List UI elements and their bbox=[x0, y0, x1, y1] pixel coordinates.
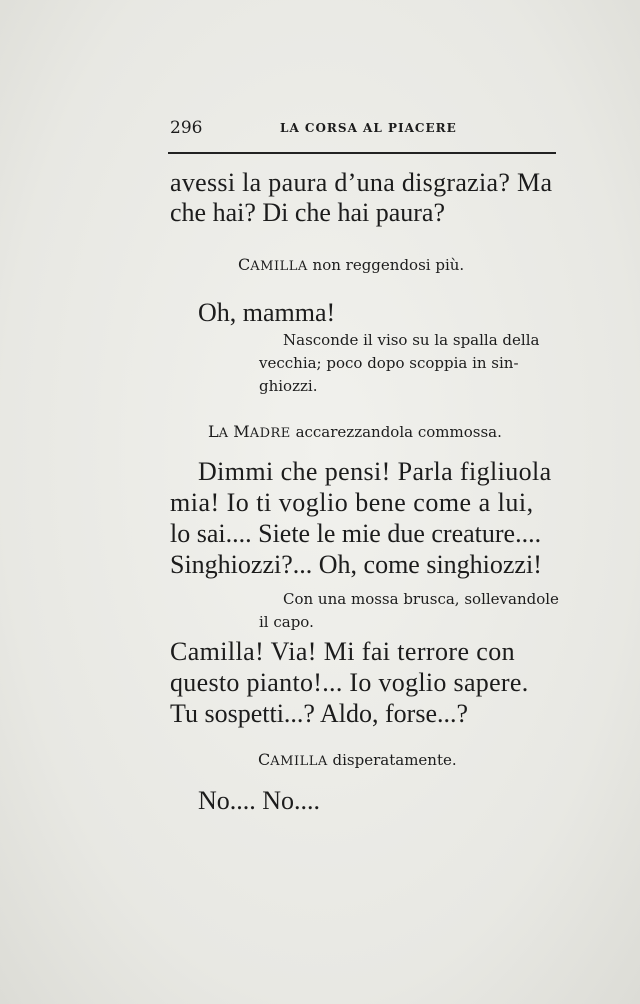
stage-direction: Nasconde il viso su la spalla della bbox=[283, 331, 540, 349]
text-line: Camilla! Via! Mi fai terrore con bbox=[170, 637, 516, 666]
stage-direction: Con una mossa brusca, sollevandole bbox=[283, 590, 559, 608]
direction-text: non reggendosi più. bbox=[312, 256, 465, 274]
text-line: No.... No.... bbox=[198, 786, 321, 815]
text-line: lo sai.... Siete le mie due creature.... bbox=[170, 519, 542, 548]
text-line: che hai? Di che hai paura? bbox=[170, 198, 446, 227]
text-line: Oh, mamma! bbox=[198, 298, 336, 327]
stage-direction: il capo. bbox=[259, 613, 314, 631]
direction-text: accarezzandola commossa. bbox=[295, 423, 502, 441]
text-line: mia! Io ti voglio bene come a lui, bbox=[170, 488, 534, 517]
speaker-name: ADRE bbox=[249, 426, 291, 441]
speaker-name: AMILLA bbox=[270, 754, 328, 769]
speaker-name: L bbox=[208, 422, 219, 441]
stage-direction bbox=[238, 255, 464, 274]
page-header bbox=[170, 118, 555, 144]
stage-direction bbox=[208, 422, 502, 441]
speaker-name: M bbox=[233, 422, 250, 441]
stage-direction: ghiozzi. bbox=[259, 377, 318, 395]
text-line: Tu sospetti...? Aldo, forse...? bbox=[170, 699, 469, 728]
speaker-name: AMILLA bbox=[250, 259, 308, 274]
speaker-name: A bbox=[218, 426, 229, 441]
text-line: Dimmi che pensi! Parla figliuola bbox=[198, 457, 552, 486]
running-title: LA CORSA AL PIACERE bbox=[280, 121, 457, 135]
speaker-name: C bbox=[238, 255, 251, 274]
text-line: avessi la paura d’una disgrazia? Ma bbox=[170, 168, 553, 197]
speaker-name: C bbox=[258, 750, 271, 769]
text-line: Singhiozzi?... Oh, come singhiozzi! bbox=[170, 550, 542, 579]
text-line: questo pianto!... Io voglio sapere. bbox=[170, 668, 529, 697]
direction-text: disperatamente. bbox=[332, 751, 457, 769]
stage-direction bbox=[258, 750, 457, 769]
stage-direction: vecchia; poco dopo scoppia in sin- bbox=[259, 354, 519, 372]
header-rule bbox=[168, 152, 556, 154]
page-number: 296 bbox=[170, 118, 203, 138]
